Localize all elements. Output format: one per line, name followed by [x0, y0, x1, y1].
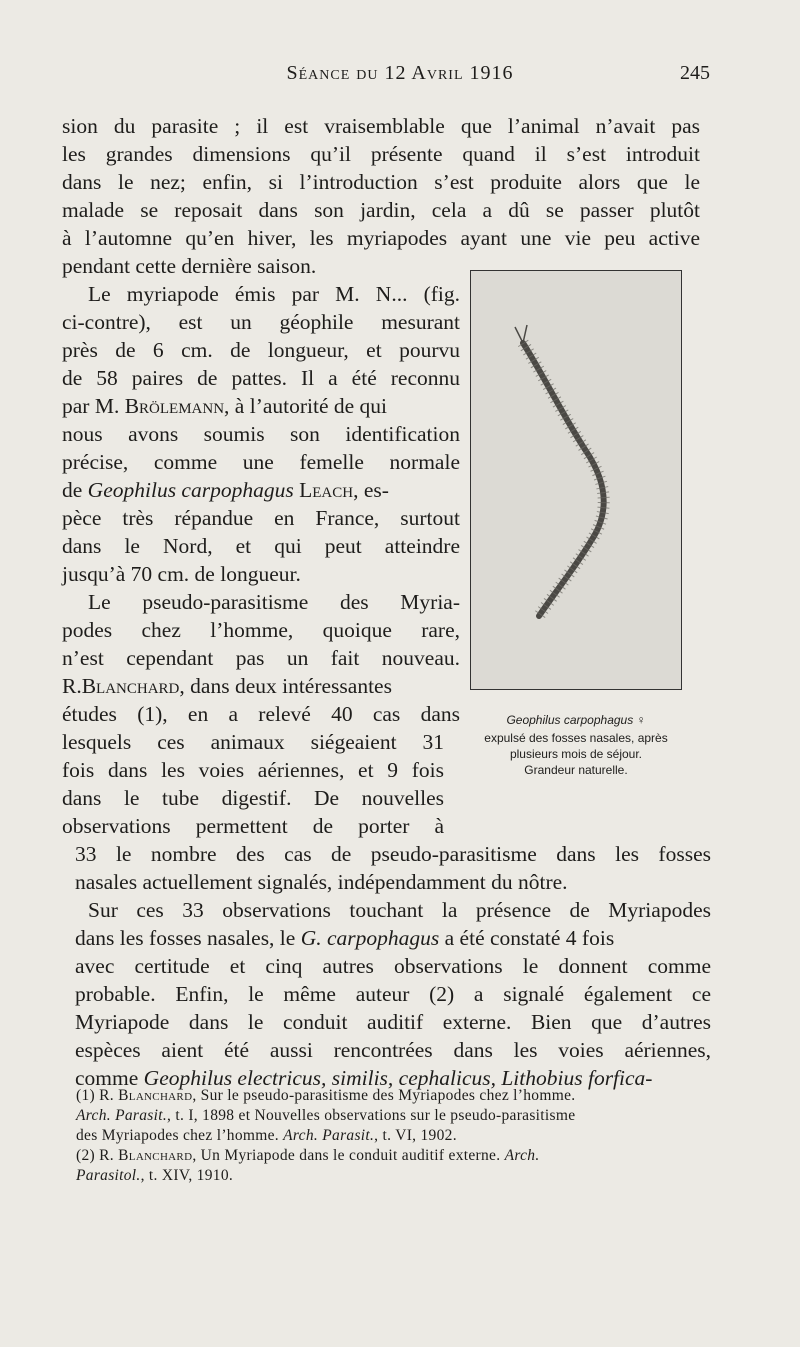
text-run: , es-: [353, 478, 389, 502]
text-run: (2) R.: [76, 1147, 114, 1164]
body-line: espèces aient été aussi rencontrées dans les voies aériennes,: [75, 1038, 711, 1062]
text-run: , dans deux intéressantes: [179, 674, 392, 698]
body-line: avec certitude et cinq autres observations le donnent comme: [75, 954, 711, 978]
journal-name: Arch. Parasit.: [283, 1127, 375, 1144]
body-line: près de 6 cm. de longueur, et pourvu: [62, 338, 460, 362]
author-name: Leach: [299, 478, 354, 502]
author-name: Blanchard: [118, 1087, 193, 1104]
body-line: malade se reposait dans son jardin, cela a dû se passer plutôt: [62, 198, 700, 222]
text-run: , Un Myriapode dans le conduit auditif externe.: [192, 1147, 501, 1164]
body-line: [75, 924, 711, 952]
text-run: dans les fosses nasales, le: [75, 926, 296, 950]
footnote-line: [76, 1126, 457, 1146]
body-line: ci-contre), est un géophile mesurant: [62, 310, 460, 334]
body-line: probable. Enfin, le même auteur (2) a signalé également ce: [75, 982, 711, 1006]
footnote-line: [76, 1166, 233, 1186]
body-line: podes chez l’homme, quoique rare,: [62, 618, 460, 642]
body-line: nous avons soumis son identification: [62, 422, 460, 446]
text-run: , t. XIV, 1910.: [140, 1167, 234, 1184]
body-line: [62, 476, 460, 504]
figure-caption-line: Grandeur naturelle.: [524, 763, 628, 777]
text-run: , t. I, 1898 et Nouvelles observations sur le pseudo-parasitisme: [167, 1107, 576, 1124]
text-run: , Sur le pseudo-parasitisme des Myriapodes chez l’homme.: [192, 1087, 576, 1104]
body-line: n’est cependant pas un fait nouveau.: [62, 646, 460, 670]
body-line: [62, 392, 460, 420]
body-line: jusqu’à 70 cm. de longueur.: [62, 562, 301, 586]
species-name: G. carpophagus: [300, 926, 440, 950]
body-line: nasales actuellement signalés, indépendamment du nôtre.: [75, 870, 568, 894]
author-name: Brölemann: [124, 394, 225, 418]
text-run: de: [62, 478, 83, 502]
journal-name: Arch. Parasit.: [76, 1107, 168, 1124]
text-run: comme: [75, 1066, 139, 1090]
figure-caption-line: expulsé des fosses nasales, après: [484, 731, 668, 745]
journal-name: Parasitol.: [76, 1167, 141, 1184]
text-run: des Myriapodes chez l’homme.: [76, 1127, 279, 1144]
body-line: Sur ces 33 observations touchant la présence de Myriapodes: [88, 898, 711, 922]
body-line: Myriapode dans le conduit auditif externe. Bien que d’autres: [75, 1010, 711, 1034]
figure-caption-line: plusieurs mois de séjour.: [509, 747, 643, 761]
text-run: , à l’autorité de qui: [224, 394, 388, 418]
author-name: Blanchard: [118, 1147, 193, 1164]
footnote-line: [76, 1106, 575, 1126]
species-name: Geophilus carpophagus: [87, 478, 294, 502]
footnote-line: [76, 1146, 540, 1166]
text-run: , t. VI, 1902.: [374, 1127, 457, 1144]
text-run: (1) R.: [76, 1087, 114, 1104]
text-run: par M.: [62, 394, 120, 418]
body-line: observations permettent de porter à: [62, 814, 444, 838]
footnote-line: [76, 1086, 575, 1106]
body-line: sion du parasite ; il est vraisemblable que l’animal n’avait pas: [62, 114, 700, 138]
centipede-illustration: [471, 271, 681, 689]
body-line: pèce très répandue en France, surtout: [62, 506, 460, 530]
body-line: à l’automne qu’en hiver, les myriapodes ayant une vie peu active: [62, 226, 700, 250]
body-line: études (1), en a relevé 40 cas dans: [62, 702, 460, 726]
text-run: R.: [62, 674, 82, 698]
body-line: [62, 672, 460, 700]
body-line: pendant cette dernière saison.: [62, 254, 317, 278]
body-line: fois dans les voies aériennes, et 9 fois: [62, 758, 444, 782]
body-line: précise, comme une femelle normale: [62, 450, 460, 474]
body-line: Le myriapode émis par M. N... (fig.: [88, 282, 460, 306]
figure-caption-title: Geophilus carpophagus ♀: [506, 713, 646, 727]
running-head: Séance du 12 Avril 1916: [286, 62, 514, 84]
body-line: 33 le nombre des cas de pseudo-parasitisme dans les fosses: [75, 842, 711, 866]
text-run: a été constaté 4 fois: [444, 926, 615, 950]
body-line: dans le tube digestif. De nouvelles: [62, 786, 444, 810]
journal-name: Arch.: [504, 1147, 540, 1164]
body-line: dans le Nord, et qui peut atteindre: [62, 534, 460, 558]
page-number: 245: [680, 62, 710, 84]
body-line: lesquels ces animaux siégeaient 31: [62, 730, 444, 754]
figure-photo: [470, 270, 682, 690]
author-name: Blanchard: [81, 674, 180, 698]
body-line: dans le nez; enfin, si l’introduction s’est produite alors que le: [62, 170, 700, 194]
body-line: de 58 paires de pattes. Il a été reconnu: [62, 366, 460, 390]
body-line: les grandes dimensions qu’il présente quand il s’est introduit: [62, 142, 700, 166]
body-line: Le pseudo-parasitisme des Myria-: [88, 590, 460, 614]
species-list: Geophilus electricus, similis, cephalicus, Lithobius forfica-: [143, 1066, 653, 1090]
